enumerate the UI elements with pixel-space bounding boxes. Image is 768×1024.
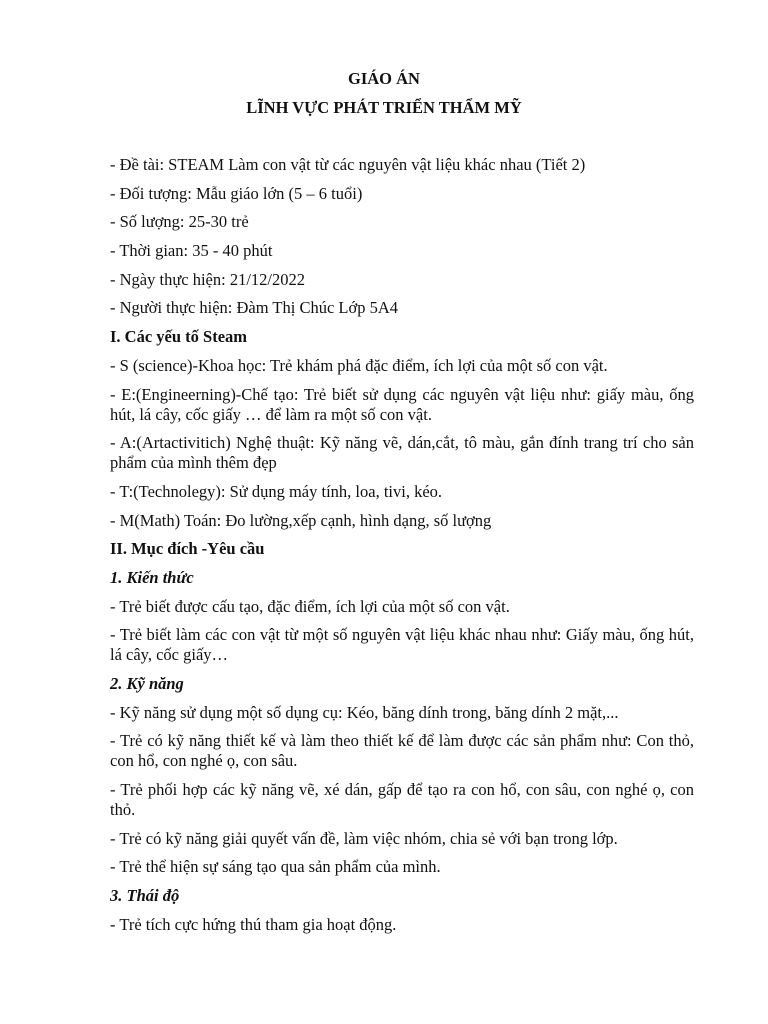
info-audience: - Đối tượng: Mẫu giáo lớn (5 – 6 tuổi) <box>110 183 363 203</box>
steam-item-technology: - T:(Technolegy): Sử dụng máy tính, loa, tivi, kéo. <box>110 481 443 501</box>
knowledge-heading: 1. Kiến thức <box>110 567 194 587</box>
document-title: GIÁO ÁN <box>348 69 420 88</box>
steam-item-science: - S (science)-Khoa học: Trẻ khám phá đặc điểm, ích lợi của một số con vật. <box>110 355 608 375</box>
info-quantity: - Số lượng: 25-30 trẻ <box>110 212 249 232</box>
section-steam-heading: I. Các yếu tố Steam <box>110 327 248 347</box>
skills-item: - Kỹ năng sử dụng một số dụng cụ: Kéo, băng dính trong, băng dính 2 mặt,... <box>110 702 619 722</box>
section-goals-heading: II. Mục đích -Yêu cầu <box>110 539 265 559</box>
attitude-item: - Trẻ tích cực hứng thú tham gia hoạt động. <box>110 914 397 934</box>
steam-item-art: - A:(Artactivitich) Nghệ thuật: Kỹ năng vẽ, dán,cắt, tô màu, gắn đính trang trí cho sản phẩm của mình thêm đẹp <box>110 433 694 473</box>
knowledge-item: - Trẻ biết làm các con vật từ một số nguyên vật liệu khác nhau như: Giấy màu, ống hút, lá cây, cốc giấy… <box>110 625 694 665</box>
info-duration: - Thời gian: 35 - 40 phút <box>110 241 273 261</box>
steam-item-math: - M(Math) Toán: Đo lường,xếp cạnh, hình dạng, số lượng <box>110 510 492 530</box>
steam-item-engineering: - E:(Engineerning)-Chế tạo: Trẻ biết sử dụng các nguyên vật liệu như: giấy màu, ống hút, lá cây, cốc giấy … để làm ra một số con vật. <box>110 384 694 424</box>
skills-item: - Trẻ thể hiện sự sáng tạo qua sản phẩm của mình. <box>110 857 441 877</box>
info-topic: - Đề tài: STEAM Làm con vật từ các nguyên vật liệu khác nhau (Tiết 2) <box>110 155 586 174</box>
skills-item: - Trẻ có kỹ năng giải quyết vấn đề, làm việc nhóm, chia sẻ với bạn trong lớp. <box>110 828 618 848</box>
attitude-heading: 3. Thái độ <box>110 886 180 906</box>
document-subtitle: LĨNH VỰC PHÁT TRIỂN THẨM MỸ <box>246 98 522 117</box>
skills-heading: 2. Kỹ năng <box>110 674 184 693</box>
info-date: - Ngày thực hiện: 21/12/2022 <box>110 269 305 289</box>
skills-item: - Trẻ có kỹ năng thiết kế và làm theo thiết kế để làm được các sản phẩm như: Con thỏ, con hổ, con nghé ọ, con sâu. <box>110 731 694 771</box>
document-body <box>110 155 694 944</box>
knowledge-item: - Trẻ biết được cấu tạo, đặc điểm, ích lợi của một số con vật. <box>110 596 510 616</box>
info-presenter: - Người thực hiện: Đàm Thị Chúc Lớp 5A4 <box>110 298 398 318</box>
skills-item: - Trẻ phối hợp các kỹ năng vẽ, xé dán, gấp để tạo ra con hổ, con sâu, con nghé ọ, con thỏ. <box>110 780 694 820</box>
